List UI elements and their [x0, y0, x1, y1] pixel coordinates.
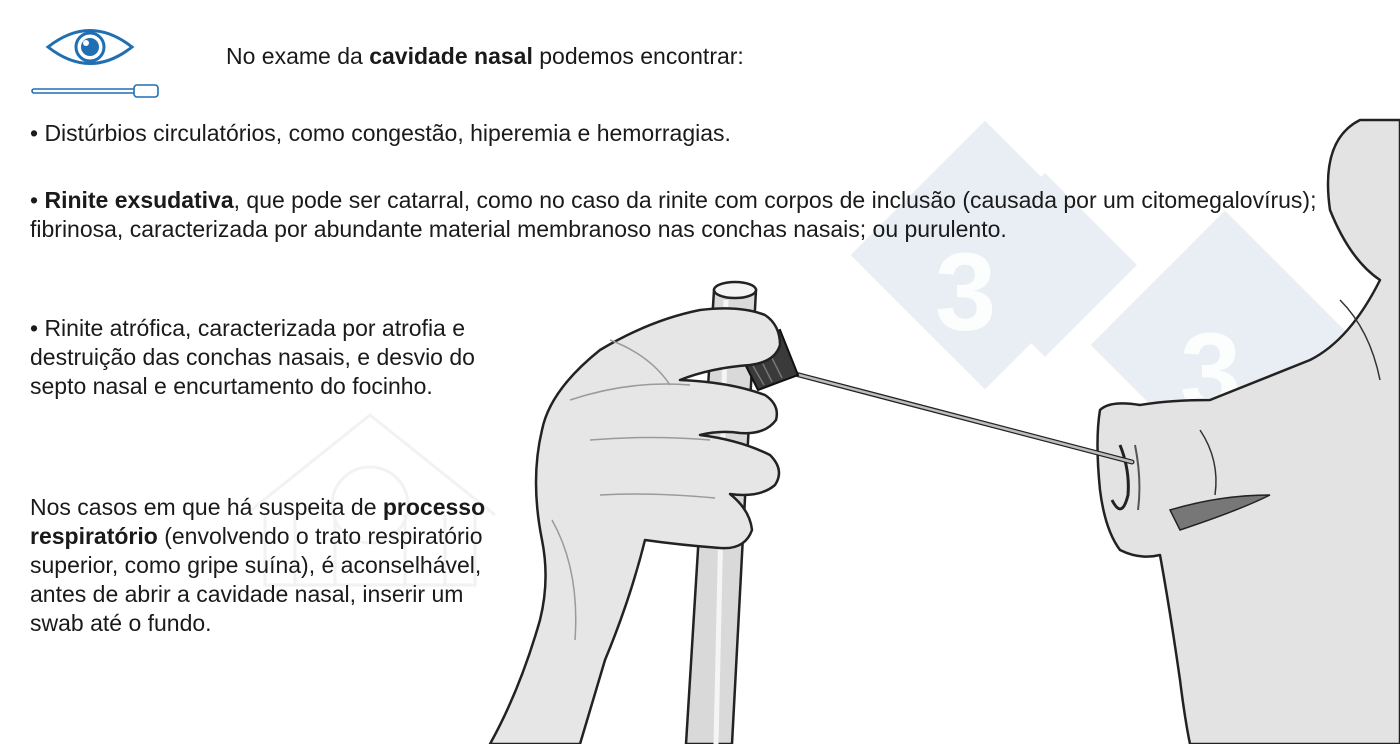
intro-text-post: podemos encontrar: — [532, 43, 744, 69]
svg-text:3: 3 — [935, 231, 997, 354]
bullet-description: , que pode ser catarral, como no caso da rinite com corpos de inclusão (causada por um citomegalovírus); fibrinosa, caracterizada por abundante material membranoso nas conchas nasais; ou purulento. — [30, 187, 1317, 242]
respiratory-process-note — [30, 493, 500, 638]
bullet-atrophic-rhinitis: • Rinite atrófica, caracterizada por atrofia e destruição das conchas nasais, e desvio do septo nasal e encurtamento do focinho. — [30, 315, 475, 399]
intro-heading — [226, 42, 744, 71]
note-text-post: (envolvendo o trato respiratório superior, como gripe suína), é aconselhável, antes de abrir a cavidade nasal, inserir um swab até o fundo. — [30, 523, 483, 636]
bullet-circulatory-disorders: • Distúrbios circulatórios, como congestão, hiperemia e hemorragias. — [30, 120, 731, 146]
intro-text-pre: No exame da — [226, 43, 370, 69]
bullet-exudative-rhinitis — [30, 186, 1370, 244]
bullet-term-bold: Rinite exsudativa — [44, 187, 234, 213]
svg-text:3: 3 — [1180, 311, 1242, 434]
note-text-pre: Nos casos em que há suspeita de — [30, 494, 383, 520]
swab-stick — [780, 370, 1132, 462]
swab-icon — [30, 84, 160, 98]
note-text-bold: processo respiratório — [30, 494, 486, 549]
eye-icon — [44, 24, 136, 70]
bullet-marker: • — [30, 187, 45, 213]
intro-text-bold: cavidade nasal — [369, 43, 533, 69]
